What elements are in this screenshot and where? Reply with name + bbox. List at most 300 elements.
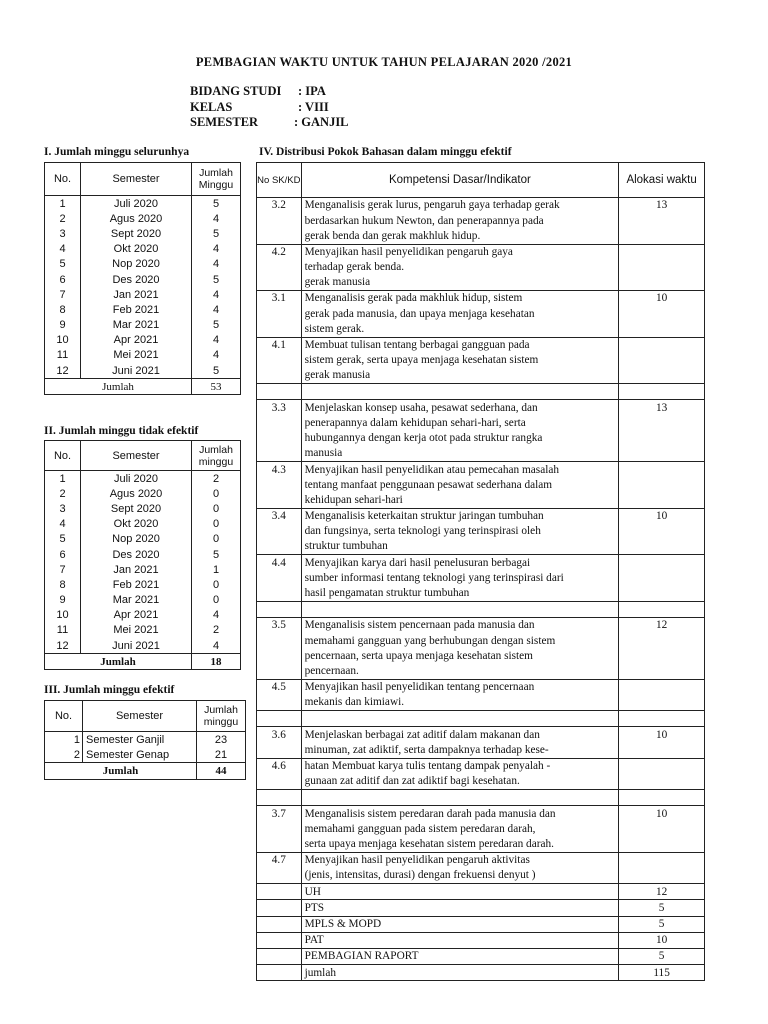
row-competency: manusia (301, 446, 619, 462)
row-no: 6 (45, 272, 81, 287)
row-competency: Menjelaskan berbagai zat aditif dalam makanan dan (301, 727, 619, 743)
row-no (257, 213, 302, 228)
row-no: 3 (45, 226, 81, 241)
row-competency (301, 790, 619, 806)
row-competency: PAT (301, 932, 619, 948)
row-allocation (619, 539, 705, 555)
table-row (257, 932, 705, 948)
table-row (45, 257, 241, 272)
row-no (257, 695, 302, 711)
row-weeks: 23 (197, 732, 246, 748)
row-competency: pencernaan, serta upaya menjaga kesehatan sistem (301, 648, 619, 663)
row-allocation: 13 (619, 198, 705, 214)
row-allocation (619, 322, 705, 338)
weeks-header: Jumlah minggu (192, 441, 241, 471)
row-allocation (619, 368, 705, 384)
row-allocation (619, 260, 705, 275)
row-no (257, 539, 302, 555)
meta-value: : VIII (298, 99, 329, 114)
row-competency: hasil pengamatan struktur tumbuhan (301, 586, 619, 602)
row-competency: struktur tumbuhan (301, 539, 619, 555)
row-no (257, 275, 302, 291)
table-row (45, 302, 241, 317)
row-no (257, 743, 302, 759)
row-competency: gerak pada manusia, dan upaya menjaga kesehatan (301, 306, 619, 321)
meta-key: BIDANG STUDI (190, 84, 282, 98)
table-row (257, 416, 705, 431)
row-no (257, 416, 302, 431)
table-row (257, 493, 705, 509)
table-row (45, 638, 241, 654)
header-row (257, 163, 705, 198)
row-weeks: 1 (192, 562, 241, 577)
row-competency: MPLS & MOPD (301, 916, 619, 932)
row-competency: Menyajikan hasil penyelidikan pengaruh aktivitas (301, 852, 619, 868)
table-effective-weeks (44, 700, 246, 780)
table-row (257, 837, 705, 853)
row-allocation (619, 790, 705, 806)
table-row (257, 198, 705, 214)
no-header: No SK/KD (257, 163, 302, 198)
row-competency: (jenis, intensitas, durasi) dengan frekuensi denyut ) (301, 868, 619, 884)
table-row (257, 446, 705, 462)
table-row (257, 306, 705, 321)
table-row (257, 508, 705, 524)
table-row (257, 916, 705, 932)
meta-value: : GANJIL (294, 115, 349, 129)
row-no (257, 477, 302, 492)
row-no: 4.2 (257, 244, 302, 260)
row-no: 4.4 (257, 555, 302, 571)
row-semester: Jan 2021 (81, 562, 192, 577)
row-allocation: 13 (619, 400, 705, 416)
row-no (257, 790, 302, 806)
table-row (257, 555, 705, 571)
row-no: 9 (45, 593, 81, 608)
table-row (257, 322, 705, 338)
row-semester: Agus 2020 (81, 211, 192, 226)
row-competency: minuman, zat adiktif, serta dampaknya terhadap kese- (301, 743, 619, 759)
row-weeks: 4 (192, 242, 241, 257)
row-competency: mekanis dan kimiawi. (301, 695, 619, 711)
table-row (257, 601, 705, 617)
row-competency: UH (301, 884, 619, 900)
row-semester: Juni 2021 (81, 363, 192, 379)
row-semester: Feb 2021 (81, 302, 192, 317)
row-semester: Des 2020 (81, 272, 192, 287)
row-weeks: 5 (192, 226, 241, 241)
table-row (45, 562, 241, 577)
row-competency: memahami gangguan pada sistem peredaran darah, (301, 822, 619, 837)
row-allocation (619, 743, 705, 759)
row-competency: Menyajikan hasil penyelidikan pengaruh gaya (301, 244, 619, 260)
table-row (45, 547, 241, 562)
table-row (257, 586, 705, 602)
row-no (257, 916, 302, 932)
table-row (257, 400, 705, 416)
row-weeks: 4 (192, 257, 241, 272)
row-no: 3.1 (257, 291, 302, 307)
table-row (45, 348, 241, 363)
table-row (257, 852, 705, 868)
header-row (45, 701, 246, 732)
row-no: 6 (45, 547, 81, 562)
row-competency: Menganalisis gerak lurus, pengaruh gaya terhadap gerak (301, 198, 619, 214)
row-weeks: 4 (192, 287, 241, 302)
row-semester: Jan 2021 (81, 287, 192, 302)
row-allocation (619, 213, 705, 228)
table-row (45, 318, 241, 333)
row-no (257, 900, 302, 916)
row-allocation (619, 695, 705, 711)
row-no (257, 949, 302, 965)
table-row (257, 228, 705, 244)
table-row (45, 593, 241, 608)
row-semester: Apr 2021 (81, 333, 192, 348)
table-row (45, 608, 241, 623)
row-no: 3.6 (257, 727, 302, 743)
table-row (257, 368, 705, 384)
row-competency: gerak manusia (301, 368, 619, 384)
row-semester: Mar 2021 (81, 593, 192, 608)
row-no: 8 (45, 577, 81, 592)
row-no: 1 (45, 196, 81, 212)
row-no: 8 (45, 302, 81, 317)
table-row (45, 732, 246, 748)
meta-value: : IPA (298, 84, 326, 98)
row-no: 4.1 (257, 337, 302, 353)
table-row (257, 431, 705, 446)
row-semester: Sept 2020 (81, 501, 192, 516)
table-row (257, 884, 705, 900)
row-allocation (619, 524, 705, 539)
row-no (257, 664, 302, 680)
row-allocation (619, 275, 705, 291)
row-competency: Menjelaskan konsep usaha, pesawat sederhana, dan (301, 400, 619, 416)
row-competency: dan fungsinya, serta teknologi yang terinspirasi oleh (301, 524, 619, 539)
row-allocation: 115 (619, 965, 705, 981)
weeks-header: Jumlah Minggu (192, 163, 241, 196)
table-row (45, 211, 241, 226)
table-row (45, 287, 241, 302)
table-row (257, 260, 705, 275)
table-row (257, 695, 705, 711)
row-allocation: 5 (619, 916, 705, 932)
table-row (45, 471, 241, 487)
row-no (257, 228, 302, 244)
row-weeks: 0 (192, 486, 241, 501)
header-row (45, 163, 241, 196)
total-value: 18 (192, 654, 241, 670)
row-competency: sistem gerak, serta upaya menjaga kesehatan sistem (301, 353, 619, 368)
row-allocation (619, 648, 705, 663)
row-no: 11 (45, 348, 81, 363)
row-allocation (619, 384, 705, 400)
row-no (257, 774, 302, 790)
row-competency: Menganalisis keterkaitan struktur jaringan tumbuhan (301, 508, 619, 524)
row-allocation: 10 (619, 727, 705, 743)
table-row (257, 539, 705, 555)
row-weeks: 5 (192, 196, 241, 212)
table-row (45, 242, 241, 257)
row-allocation (619, 228, 705, 244)
table-row (257, 790, 705, 806)
row-no: 3.3 (257, 400, 302, 416)
semester-header: Semester (81, 441, 192, 471)
no-header: No. (45, 163, 81, 196)
row-competency: berdasarkan hukum Newton, dan penerapannya pada (301, 213, 619, 228)
row-no: 4 (45, 517, 81, 532)
row-weeks: 5 (192, 547, 241, 562)
row-no: 12 (45, 638, 81, 654)
row-no: 1 (45, 732, 83, 748)
table-row (45, 226, 241, 241)
row-competency: penerapannya dalam kehidupan sehari-hari, serta (301, 416, 619, 431)
row-no: 4.3 (257, 462, 302, 478)
total-row (45, 654, 241, 670)
table-row (257, 384, 705, 400)
table-row (257, 524, 705, 539)
table-row (257, 664, 705, 680)
row-allocation (619, 446, 705, 462)
row-no (257, 353, 302, 368)
row-competency: Menyajikan hasil penyelidikan atau pemecahan masalah (301, 462, 619, 478)
row-no (257, 868, 302, 884)
meta-row-class (190, 100, 349, 116)
row-no: 4.5 (257, 679, 302, 695)
row-semester: Mar 2021 (81, 318, 192, 333)
row-semester: Nop 2020 (81, 257, 192, 272)
total-label: Jumlah (45, 763, 197, 779)
row-weeks: 4 (192, 608, 241, 623)
row-allocation (619, 758, 705, 774)
row-competency: terhadap gerak benda. (301, 260, 619, 275)
table-row (45, 501, 241, 516)
row-competency (301, 711, 619, 727)
table-row (257, 774, 705, 790)
table-row (257, 648, 705, 663)
total-row (45, 379, 241, 395)
meta-key: KELAS (190, 99, 233, 114)
row-no: 4.7 (257, 852, 302, 868)
row-semester: Juli 2020 (81, 196, 192, 212)
total-label: Jumlah (45, 379, 192, 395)
row-allocation (619, 462, 705, 478)
row-no: 2 (45, 486, 81, 501)
weeks-header: Jumlah minggu (197, 701, 246, 732)
row-no (257, 384, 302, 400)
table-row (257, 868, 705, 884)
row-allocation (619, 601, 705, 617)
row-semester: Sept 2020 (81, 226, 192, 241)
row-no: 7 (45, 562, 81, 577)
row-competency: pencernaan. (301, 664, 619, 680)
table-row (45, 577, 241, 592)
row-no (257, 524, 302, 539)
row-competency: serta upaya menjaga kesehatan sistem peredaran darah. (301, 837, 619, 853)
table-row (257, 758, 705, 774)
total-row (45, 763, 246, 779)
row-competency: jumlah (301, 965, 619, 981)
row-allocation (619, 477, 705, 492)
row-allocation (619, 431, 705, 446)
row-allocation (619, 837, 705, 853)
table-row (45, 272, 241, 287)
table-row (45, 333, 241, 348)
row-competency (301, 601, 619, 617)
row-semester: Mei 2021 (81, 623, 192, 638)
row-no (257, 932, 302, 948)
row-no: 10 (45, 333, 81, 348)
row-semester: Juni 2021 (81, 638, 192, 654)
table-row (45, 363, 241, 379)
table-row (257, 900, 705, 916)
row-no (257, 260, 302, 275)
row-allocation (619, 493, 705, 509)
row-competency: sistem gerak. (301, 322, 619, 338)
row-no: 3 (45, 501, 81, 516)
semester-header: Semester (83, 701, 197, 732)
total-label: Jumlah (45, 654, 192, 670)
row-weeks: 5 (192, 363, 241, 379)
row-semester: Okt 2020 (81, 517, 192, 532)
table-row (257, 462, 705, 478)
row-allocation: 12 (619, 884, 705, 900)
row-competency: sumber informasi tentang teknologi yang terinspirasi dari (301, 571, 619, 586)
row-weeks: 4 (192, 638, 241, 654)
table-ineffective-weeks (44, 440, 241, 670)
table-row (257, 213, 705, 228)
row-semester: Semester Ganjil (83, 732, 197, 748)
table-row (45, 486, 241, 501)
row-allocation (619, 244, 705, 260)
table-row (257, 679, 705, 695)
row-allocation: 5 (619, 949, 705, 965)
table-row (257, 337, 705, 353)
table-row (257, 727, 705, 743)
row-allocation (619, 633, 705, 648)
row-semester: Feb 2021 (81, 577, 192, 592)
table-row (257, 806, 705, 822)
row-allocation (619, 852, 705, 868)
row-no (257, 648, 302, 663)
meta-row-semester (190, 115, 349, 131)
row-competency: tentang manfaat penggunaan pesawat sederhana dalam (301, 477, 619, 492)
table-row (45, 517, 241, 532)
row-no: 3.7 (257, 806, 302, 822)
row-no (257, 965, 302, 981)
table-row (257, 633, 705, 648)
table-row (45, 747, 246, 763)
row-no (257, 711, 302, 727)
row-no (257, 571, 302, 586)
row-weeks: 4 (192, 333, 241, 348)
row-no (257, 322, 302, 338)
row-weeks: 4 (192, 348, 241, 363)
row-competency: PTS (301, 900, 619, 916)
row-semester: Semester Genap (83, 747, 197, 763)
row-allocation (619, 571, 705, 586)
row-competency: Menyajikan hasil penyelidikan tentang pencernaan (301, 679, 619, 695)
table-row (45, 623, 241, 638)
row-no (257, 306, 302, 321)
row-no: 10 (45, 608, 81, 623)
row-allocation (619, 337, 705, 353)
row-no: 4 (45, 242, 81, 257)
row-allocation (619, 664, 705, 680)
row-no: 5 (45, 532, 81, 547)
table-row (257, 571, 705, 586)
row-allocation (619, 774, 705, 790)
row-weeks: 2 (192, 623, 241, 638)
no-header: No. (45, 701, 83, 732)
row-allocation: 10 (619, 806, 705, 822)
row-weeks: 0 (192, 593, 241, 608)
row-no: 7 (45, 287, 81, 302)
row-no (257, 837, 302, 853)
row-competency: hubungannya dengan kerja otot pada struktur rangka (301, 431, 619, 446)
row-allocation (619, 416, 705, 431)
row-allocation (619, 353, 705, 368)
table-row (257, 244, 705, 260)
row-no (257, 822, 302, 837)
row-allocation (619, 679, 705, 695)
total-value: 44 (197, 763, 246, 779)
row-semester: Agus 2020 (81, 486, 192, 501)
row-semester: Okt 2020 (81, 242, 192, 257)
row-weeks: 21 (197, 747, 246, 763)
row-semester: Nop 2020 (81, 532, 192, 547)
header-row (45, 441, 241, 471)
row-weeks: 5 (192, 272, 241, 287)
row-weeks: 4 (192, 302, 241, 317)
row-no (257, 493, 302, 509)
row-no: 9 (45, 318, 81, 333)
section4-heading: IV. Distribusi Pokok Bahasan dalam minggu efektif (259, 146, 512, 158)
row-no (257, 368, 302, 384)
allocation-header: Alokasi waktu (619, 163, 705, 198)
row-allocation (619, 586, 705, 602)
row-competency: memahami gangguan yang berhubungan dengan sistem (301, 633, 619, 648)
row-allocation (619, 555, 705, 571)
table-row (257, 275, 705, 291)
document-title: PEMBAGIAN WAKTU UNTUK TAHUN PELAJARAN 2020 /2021 (195, 55, 573, 69)
row-competency: Menganalisis sistem peredaran darah pada manusia dan (301, 806, 619, 822)
row-weeks: 0 (192, 517, 241, 532)
table-row (257, 711, 705, 727)
table-row (257, 949, 705, 965)
row-competency: gunaan zat aditif dan zat adiktif bagi kesehatan. (301, 774, 619, 790)
row-weeks: 2 (192, 471, 241, 487)
table-total-weeks (44, 162, 241, 395)
row-competency (301, 384, 619, 400)
semester-header: Semester (81, 163, 192, 196)
row-no: 4.6 (257, 758, 302, 774)
row-no: 3.2 (257, 198, 302, 214)
table-row (257, 291, 705, 307)
row-weeks: 4 (192, 211, 241, 226)
row-no (257, 633, 302, 648)
row-allocation (619, 868, 705, 884)
row-allocation (619, 306, 705, 321)
row-allocation: 5 (619, 900, 705, 916)
section3-heading: III. Jumlah minggu efektif (44, 684, 175, 696)
row-no (257, 431, 302, 446)
table-row (45, 196, 241, 212)
no-header: No. (45, 441, 81, 471)
table-row (257, 477, 705, 492)
row-competency: Membuat tulisan tentang berbagai gangguan pada (301, 337, 619, 353)
